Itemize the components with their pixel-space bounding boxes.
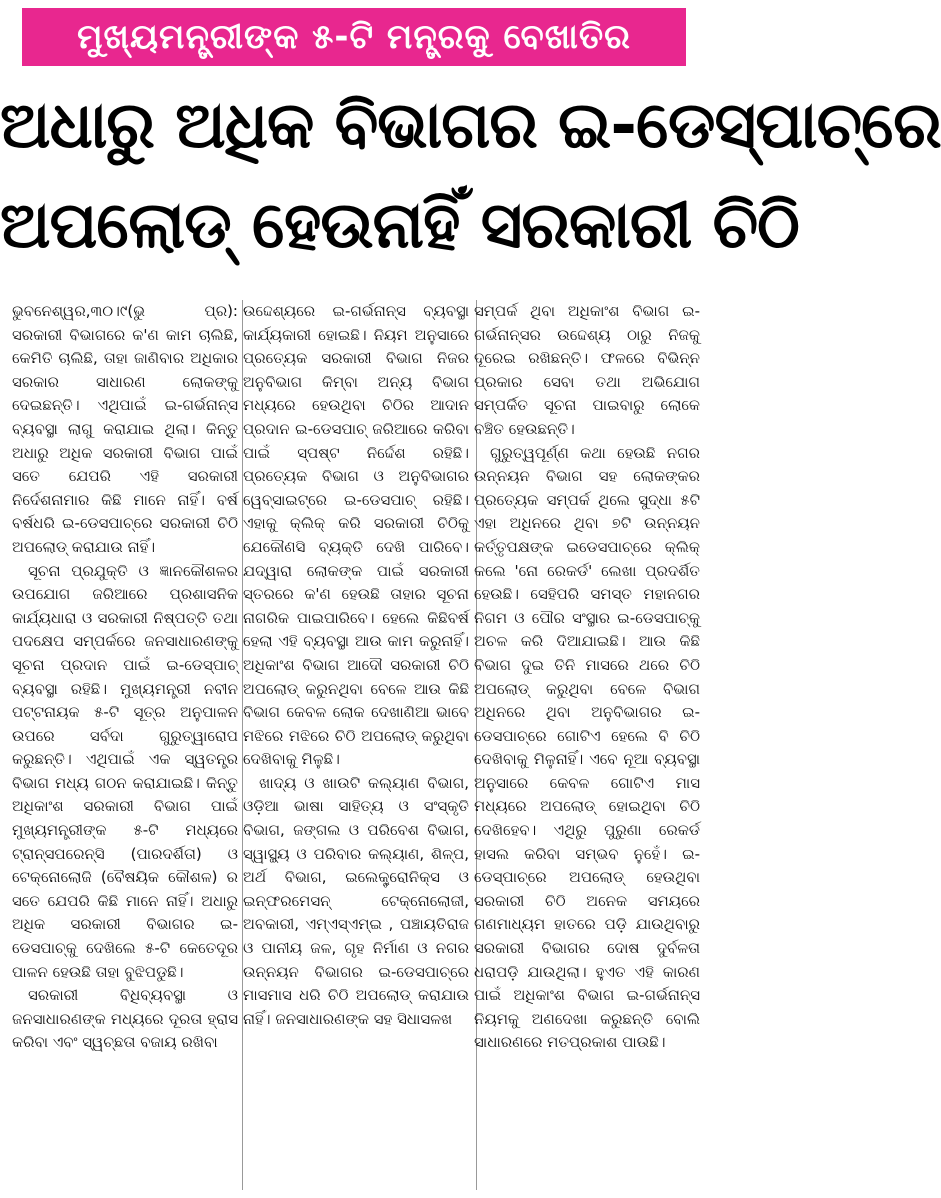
article-column-3 (474, 300, 700, 1190)
paragraph: ସମ୍ପର୍କ ଥିବା ଅଧିକାଂଶ ବିଭାଗ ଇ-ଗର୍ଭନାନ୍ସର ଉଦ୍ଦେଶ୍ୟ ଠାରୁ ନିଜକୁ ଦୂରେଇ ରଖିଛନ୍ତି। ଫଳରେ ବିଭିନ୍ନ ପ୍ରକାର ସେବା ତଥା ଅଭିଯୋଗ ସମ୍ପର୍କିତ ସୂଚନା ପାଇବାରୁ ଲୋକେ ବଞ୍ଚିତ ହେଉଛନ୍ତି। (474, 302, 700, 438)
headline (0, 76, 941, 286)
paragraph: ଗୁରୁତ୍ୱପୂର୍ଣ୍ଣ କଥା ହେଉଛି ନଗର ଉନ୍ନୟନ ବିଭାଗ ସହ ଲୋକଙ୍କର ପ୍ରତ୍ୟେକ ସମ୍ପର୍କ ଥିଲେ ସୁଦ୍ଧା ୫ଟି ଏହା ଅଧିନରେ ଥିବା ୭ଟି ଉନ୍ନୟନ କର୍ତ୍ତୃପକ୍ଷଙ୍କ ଇଡେସପାଚ୍‌ରେ କ୍ଲିକ୍ କଲେ 'ନୋ ରେକର୍ଡ' ଲେଖା ପ୍ରଦର୍ଶିତ ହେଉଛି। ସେହିପରି ସମସ୍ତ ମହାନଗର ନିଗମ ଓ ପୌର ସଂସ୍ଥାର ଇ-ଡେସପାଚ୍‌କୁ ଅଚଳ କରି ଦିଆଯାଇଛି। ଆଉ କିଛି ବିଭାଗ ଦୁଇ ତିନି ମାସରେ ଥରେ ଚିଠି ଅପଲୋଡ୍ କରୁଥିବା ବେଳେ ବିଭାଗ ଅଧିନରେ ଥିବା ଅନୁବିଭାଗର ଇ-ଡେସପାଚ୍‌ରେ ଗୋଟିଏ ହେଲେ ବି ଚିଠି ଦେଖିବାକୁ ମିଳୁନାହିଁ। ଏବେ ନୂଆ ବ୍ୟବସ୍ଥା ଅନୁସାରେ କେବଳ ଗୋଟିଏ ମାସ ମଧ୍ୟରେ ଅପଲୋଡ୍ ହୋଇଥିବା ଚିଠି ଦେଖିହେବ। ଏଥିରୁ ପୁରୁଣା ରେକର୍ଡ ହାସଲ କରିବା ସମ୍ଭବ ନୁହେଁ। ଇ-ଡେସ୍‌ପାଚ୍‌ରେ ଅପଲୋଡ୍ ହେଉଥିବା ସରକାରୀ ଚିଠି ଅନେକ ସମୟରେ ଗଣମାଧ୍ୟମ ହାତରେ ପଡ଼ି ଯାଉଥିବାରୁ ସରକାରୀ ବିଭାଗର ଦୋଷ ଦୁର୍ବଳତା ଧରାପଡ଼ି ଯାଉଥିଲା। ହୁଏତ ଏହି କାରଣ ପାଇଁ ଅଧିକାଂଶ ବିଭାଗ ଇ-ଗର୍ଭନାନ୍ସ ନିୟମକୁ ଅଣଦେଖା କରୁଛନ୍ତି ବୋଲି ସାଧାରଣରେ ମତପ୍ରକାଶ ପାଉଛି। (474, 443, 700, 1052)
headline-line-2: ଅପଲୋଡ୍ ହେଉନାହିଁ ସରକାରୀ ଚିଠି (0, 189, 799, 263)
headline-line-1: ଅଧାରୁ ଅଧିକ ବିଭାଗର ଇ-ଡେସ୍‌ପାଚ୍‌ରେ (0, 89, 941, 163)
article-column-2 (243, 300, 469, 1190)
kicker-banner (22, 8, 686, 66)
paragraph: ସୂଚନା ପ୍ରଯୁକ୍ତି ଓ ଜ୍ଞାନକୌଶଳର ଉପଯୋଗ ଜରିଆରେ ପ୍ରଶାସନିକ କାର୍ଯ୍ୟଧାରା ଓ ସରକାରୀ ନିଷ୍ପତ୍ତି ତଥା ପଦକ୍ଷେପ ସମ୍ପର୍କରେ ଜନସାଧାରଣଙ୍କୁ ସୂଚନା ପ୍ରଦାନ ପାଇଁ ଇ-ଡେସ୍‌ପାଚ୍ ବ୍ୟବସ୍ଥା ରହିଛି। ମୁଖ୍ୟମନ୍ତ୍ରୀ ନବୀନ ପଟ୍ଟନାୟକ ୫-ଟି ସୂତ୍ର ଅନୁପାଳନ ଉପରେ ସର୍ବଦା ଗୁରୁତ୍ୱାରୋପ କରୁଛନ୍ତି। ଏଥିପାଇଁ ଏକ ସ୍ୱତନ୍ତ୍ର ବିଭାଗ ମଧ୍ୟ ଗଠନ କରାଯାଇଛି। କିନ୍ତୁ ଅଧିକାଂଶ ସରକାରୀ ବିଭାଗ ପାଇଁ ମୁଖ୍ୟମନ୍ତ୍ରୀଙ୍କ ୫-ଟି ମଧ୍ୟରେ ଟ୍ରାନ୍ସପରେନ୍ସି (ପାରଦର୍ଶିତା) ଓ ଟେକ୍ନୋଲୋଜି (ବୈଷୟିକ କୌଶଳ) ର ସତେ ଯେପରି କିଛି ମାନେ ନାହିଁ। ଅଧାରୁ ଅଧିକ ସରକାରୀ ବିଭାଗର ଇ-ଡେସପାଚ୍‌କୁ ଦେଖିଲେ ୫-ଟି କେତେଦୂର ପାଳନ ହେଉଛି ତାହା ବୁଝିପଡୁଛି। (12, 561, 238, 981)
paragraph: ଖାଦ୍ୟ ଓ ଖାଉଟି କଲ୍ୟାଣ ବିଭାଗ, ଓଡ଼ିଆ ଭାଷା ସାହିତ୍ୟ ଓ ସଂସ୍କୃତି ବିଭାଗ, ଜଙ୍ଗଲ ଓ ପରିବେଶ ବିଭାଗ, ସ୍ୱାସ୍ଥ୍ୟ ଓ ପରିବାର କଲ୍ୟାଣ, ଶିଳ୍ପ, ଅର୍ଥ ବିଭାଗ, ଇଲେକ୍ଟ୍ରୋନିକ୍ସ ଓ ଇନ୍‌ଫରମେସନ୍ ଟେକ୍ନୋଲୋଜୀ, ଅବକାରୀ, ଏମ୍ଏସ୍ଏମ୍‌ଇ , ପଞ୍ଚାୟତିରାଜ ଓ ପାନୀୟ ଜଳ, ଗୃହ ନିର୍ମାଣ ଓ ନଗର ଉନ୍ନୟନ ବିଭାଗର ଇ-ଡେସପାଚ୍‌ରେ ମାସମାସ ଧରି ଚିଠି ଅପଲୋଡ୍ କରାଯାଉ ନାହିଁ। ଜନସାଧାରଣଙ୍କ ସହ ସିଧାସଳଖ (243, 773, 469, 1028)
paragraph: ଉଦ୍ଦେଶ୍ୟରେ ଇ-ଗର୍ଭନାନ୍ସ ବ୍ୟବସ୍ଥା କାର୍ଯ୍ୟକାରୀ ହୋଇଛି। ନିୟମ ଅନୁସାରେ ପ୍ରତ୍ୟେକ ସରକାରୀ ବିଭାଗ ନିଜର ଅନୁବିଭାଗ କିମ୍ବା ଅନ୍ୟ ବିଭାଗ ମଧ୍ୟରେ ହେଉଥିବା ଚିଠିର ଆଦାନ ପ୍ରଦାନ ଇ-ଡେସପାଚ୍ ଜରିଆରେ କରିବା ପାଇଁ ସ୍ପଷ୍ଟ ନିର୍ଦ୍ଦେଶ ରହିଛି। ପ୍ରତ୍ୟେକ ବିଭାଗ ଓ ଅନୁବିଭାଗର ୱେବ୍‌ସାଇଟ୍‌ରେ ଇ-ଡେସପାଚ୍ ରହିଛି। ଏହାକୁ କ୍ଲିକ୍ କରି ସରକାରୀ ଚିଠିକୁ ଯେକୌଣସି ବ୍ୟକ୍ତି ଦେଖି ପାରିବେ। ଯଦ୍ୱାରା ଲୋକଙ୍କ ପାଇଁ ସରକାରୀ ସ୍ତରରେ କ'ଣ ହେଉଛି ତାହାର ସୂଚନା ନାଗରିକ ପାଇପାରିବେ। ହେଲେ କିଛିବର୍ଷ ହେଲା ଏହି ବ୍ୟବସ୍ଥା ଆଉ କାମ କରୁନାହିଁ। ଅଧିକାଂଶ ବିଭାଗ ଆଦୌ ସରକାରୀ ଚିଠି ଅପଲୋଡ୍ କରୁନଥିବା ବେଳେ ଆଉ କିଛି ବିଭାଗ କେବଳ ଲୋକ ଦେଖାଣିଆ ଭାବେ ମଝିରେ ମଝିରେ ଚିଠି ଅପଲୋଡ୍ କରୁଥିବା ଦେଖିବାକୁ ମିଳୁଛି। (243, 302, 469, 769)
article-column-1 (12, 300, 238, 1190)
kicker-text: ମୁଖ୍ୟମନ୍ତ୍ରୀଙ୍କ ୫-ଟି ମନ୍ତ୍ରକୁ ବେଖାତିର (77, 17, 631, 57)
paragraph: ଭୁବନେଶ୍ୱର,୩୦।୯(ଭୁ ପ୍ର): ସରକାରୀ ବିଭାଗରେ କ'ଣ କାମ ଚାଲିଛି, କେମିତି ଚାଲିଛି, ତାହା ଜାଣିବାର ଅଧିକାର ସରକାର ସାଧାରଣ ଲୋକଙ୍କୁ ଦେଇଛନ୍ତି। ଏଥିପାଇଁ ଇ-ଗର୍ଭନାନ୍ସ ବ୍ୟବସ୍ଥା ଲାଗୁ କରାଯାଇ ଥିଲା। କିନ୍ତୁ ଅଧାରୁ ଅଧିକ ସରକାରୀ ବିଭାଗ ପାଇଁ ସତେ ଯେପରି ଏହି ସରକାରୀ ନିର୍ଦେଶନାମାର କିଛି ମାନେ ନାହିଁ। ବର୍ଷ ବର୍ଷଧରି ଇ-ଡେସପାଚ୍‌ରେ ସରକାରୀ ଚିଠି ଅପଲୋଡ୍ କରାଯାଉ ନାହିଁ। (12, 302, 238, 556)
article-body (12, 300, 700, 1190)
paragraph: ସରକାରୀ ବିଧିବ୍ୟବସ୍ଥା ଓ ଜନସାଧାରଣଙ୍କ ମଧ୍ୟରେ ଦୂରତା ହ୍ରାସ କରିବା ଏବଂ ସ୍ୱଚ୍ଛତା ବଜାୟ ରଖିବା (12, 986, 238, 1052)
